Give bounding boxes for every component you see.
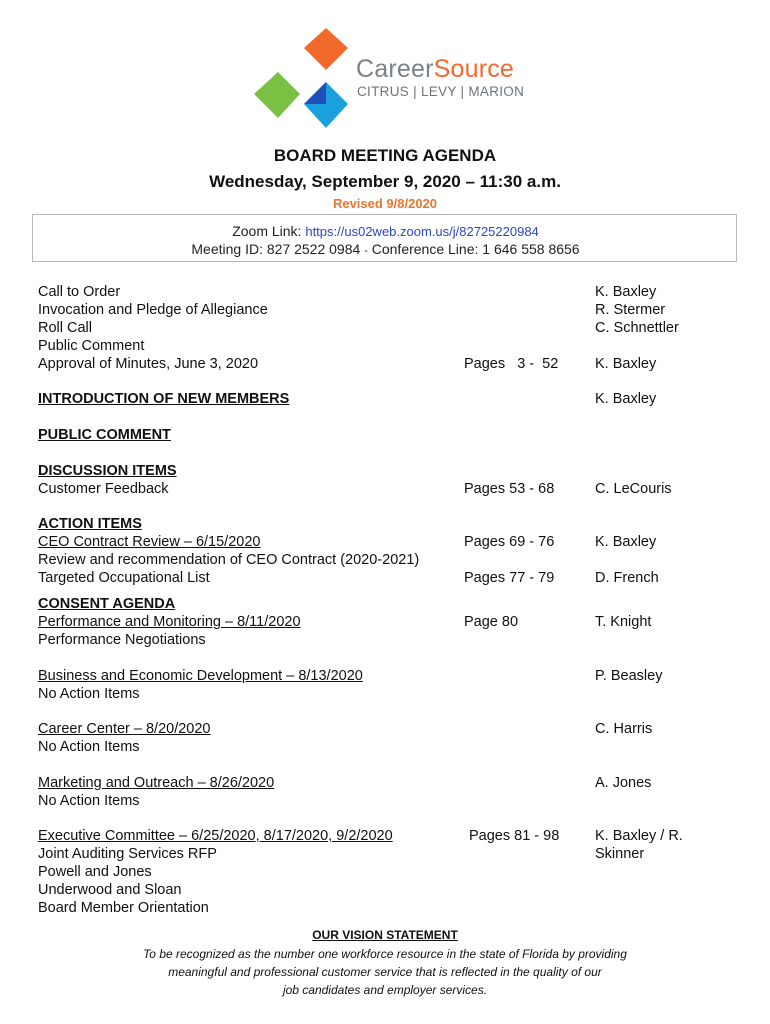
presenter: P. Beasley (595, 668, 663, 684)
page-range: Pages 77 - 79 (464, 570, 555, 586)
meeting-datetime: Wednesday, September 9, 2020 – 11:30 a.m. (209, 172, 561, 191)
logo-navy-triangle (304, 82, 326, 104)
presenter: A. Jones (595, 775, 652, 791)
vision-line: job candidates and employer services. (282, 983, 488, 997)
agenda-item: Executive Committee – 6/25/2020, 8/17/2020, 9/2/2020 (38, 828, 393, 844)
logo-orange-square (304, 28, 348, 70)
presenter: K. Baxley (595, 534, 657, 550)
section-heading: ACTION ITEMS (38, 516, 142, 532)
presenter: C. LeCouris (595, 481, 672, 497)
agenda-item: Business and Economic Development – 8/13/2020 (38, 668, 363, 684)
presenter: C. Schnettler (595, 320, 679, 336)
presenter: T. Knight (595, 614, 652, 630)
page-title: BOARD MEETING AGENDA (273, 146, 497, 165)
section-heading: INTRODUCTION OF NEW MEMBERS (38, 391, 290, 407)
page-range: Page 80 (464, 614, 519, 630)
vision-line: To be recognized as the number one workforce resource in the state of Florida by providing (143, 947, 627, 961)
logo-green-square (254, 72, 300, 118)
agenda-item: Customer Feedback (38, 481, 169, 497)
agenda-item: Approval of Minutes, June 3, 2020 (38, 356, 259, 372)
agenda-item: Call to Order (38, 284, 121, 300)
presenter: C. Harris (595, 721, 653, 737)
page-range: Pages 69 - 76 (464, 534, 555, 550)
revised-date: Revised 9/8/2020 (332, 196, 438, 211)
agenda-item: Roll Call (38, 320, 92, 336)
agenda-item: Underwood and Sloan (38, 882, 182, 898)
agenda-item: No Action Items (38, 793, 140, 809)
agenda-item: CEO Contract Review – 6/15/2020 (38, 534, 261, 550)
page-range: Pages 53 - 68 (464, 481, 555, 497)
logo-subtitle: CITRUS | LEVY | MARION (357, 84, 525, 99)
section-heading: CONSENT AGENDA (38, 596, 176, 612)
zoom-info-box (32, 214, 737, 262)
agenda-item: Invocation and Pledge of Allegiance (38, 302, 268, 318)
agenda-item: Review and recommendation of CEO Contract (2020-2021) (38, 552, 420, 568)
section-heading: PUBLIC COMMENT (38, 427, 171, 443)
logo-wordmark: CareerSource (356, 55, 515, 83)
agenda-item: No Action Items (38, 739, 140, 755)
agenda-item: Targeted Occupational List (38, 570, 210, 586)
presenter: D. French (595, 570, 659, 586)
agenda-item: Career Center – 8/20/2020 (38, 721, 211, 737)
agenda-item: No Action Items (38, 686, 140, 702)
presenter: R. Stermer (595, 302, 666, 318)
vision-heading: OUR VISION STATEMENT (312, 928, 458, 942)
presenter: K. Baxley (595, 391, 657, 407)
agenda-item: Performance and Monitoring – 8/11/2020 (38, 614, 301, 630)
presenter: K. Baxley (595, 356, 657, 372)
presenter: Skinner (595, 846, 645, 862)
zoom-link[interactable]: https://us02web.zoom.us/j/82725220984 (305, 224, 539, 239)
vision-line: meaningful and professional customer service that is reflected in the quality of our (168, 965, 602, 979)
meeting-id-line: Meeting ID: 827 2522 0984 - Conference Line: 1 646 558 8656 (191, 241, 580, 257)
agenda-item: Joint Auditing Services RFP (38, 846, 217, 862)
section-heading: DISCUSSION ITEMS (38, 463, 177, 479)
zoom-line: Zoom Link: https://us02web.zoom.us/j/82725220984 (232, 223, 539, 239)
agenda-item: Performance Negotiations (38, 632, 206, 648)
agenda-item: Powell and Jones (38, 864, 152, 880)
presenter: K. Baxley / R. (595, 828, 683, 844)
page-range: Pages 81 - 98 (469, 828, 560, 844)
agenda-item: Marketing and Outreach – 8/26/2020 (38, 775, 275, 791)
presenter: K. Baxley (595, 284, 657, 300)
page-range: Pages 3 - 52 (464, 356, 559, 372)
agenda-item: Public Comment (38, 338, 145, 354)
agenda-item: Board Member Orientation (38, 900, 209, 916)
